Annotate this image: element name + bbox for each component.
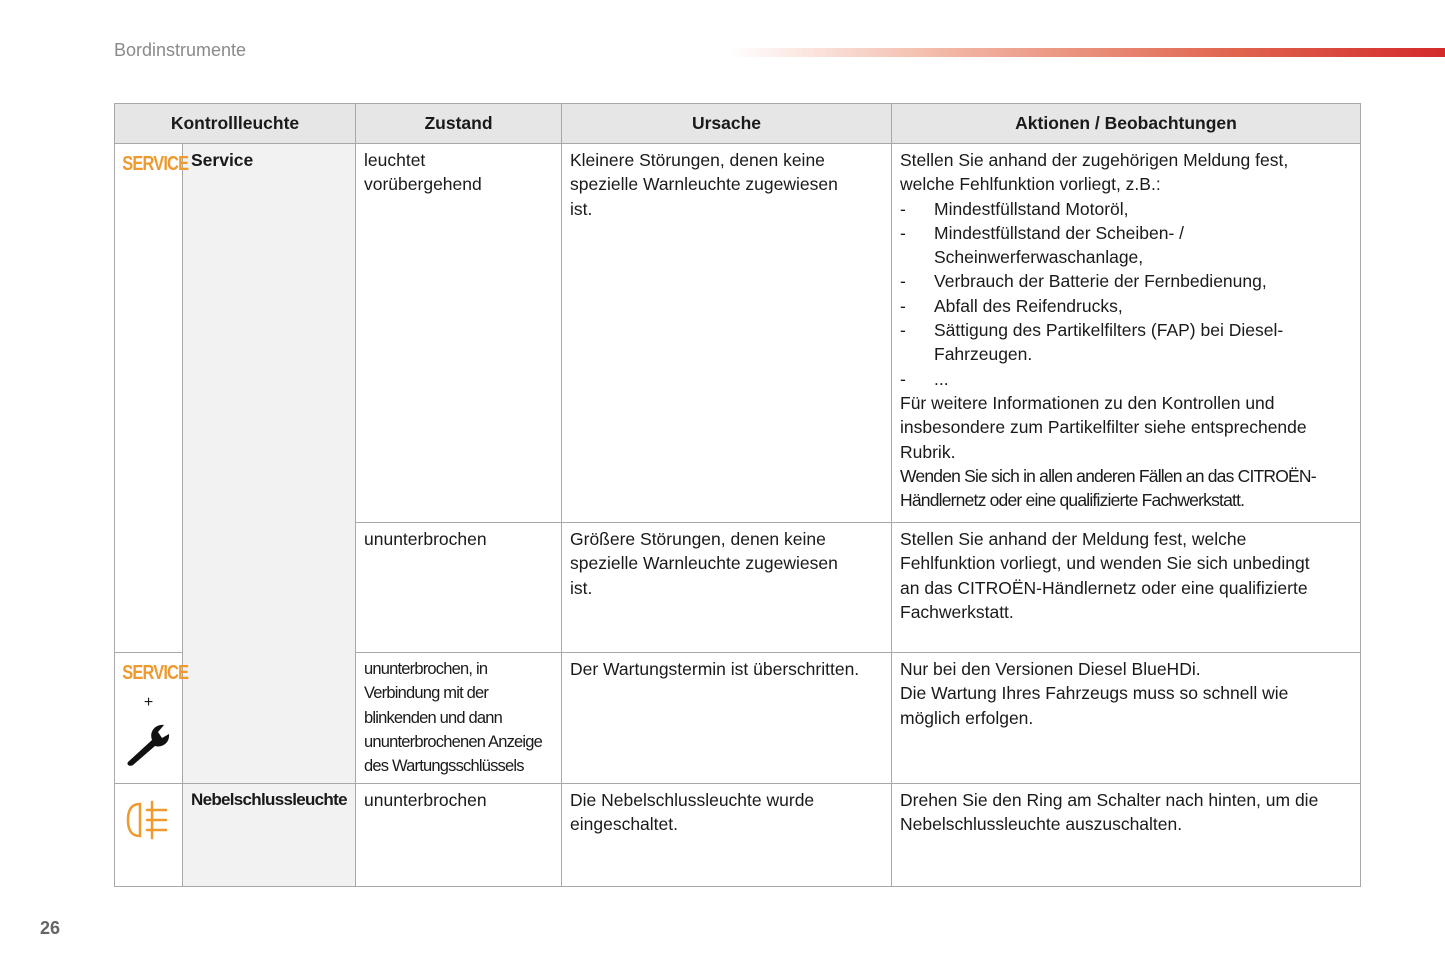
service-wrench-icon-cell <box>115 653 189 784</box>
page-number: 26 <box>40 918 61 938</box>
wrench-icon <box>122 716 176 766</box>
light-name: Service <box>183 144 356 784</box>
column-header: Ursache <box>562 104 892 144</box>
table-row <box>115 144 1361 523</box>
column-header: Aktionen / Beobachtungen <box>892 104 1361 144</box>
warning-lights-table <box>114 103 1361 887</box>
fog-light-icon-cell <box>115 784 183 887</box>
list-item: - Abfall des Reifendrucks, <box>900 294 1352 318</box>
state-cell: ununterbrochen, in Verbindung mit der blinkenden und dann ununterbrochenen Anzeige des Wartungsschlüssels <box>356 653 562 784</box>
header-accent-bar <box>730 48 1445 57</box>
list-item-text: Mindestfüllstand der Scheiben- / Scheinwerferwaschanlage, <box>934 222 1184 268</box>
cause-cell: Die Nebelschlussleuchte wurde eingeschaltet. <box>562 784 892 887</box>
list-item-text: Sättigung des Partikelfilters (FAP) bei Diesel- Fahrzeugen. <box>934 320 1284 365</box>
list-item: - Mindestfüllstand Motoröl, <box>900 197 1352 221</box>
list-item-text: Abfall des Reifendrucks, <box>934 295 1123 316</box>
section-title: Bordinstrumente <box>114 40 247 60</box>
list-item: - Mindestfüllstand der Scheiben- / Scheinwerferwaschanlage, <box>900 221 1352 270</box>
action-cell: Nur bei den Versionen Diesel BlueHDi. Die Wartung Ihres Fahrzeugs muss so schnell wie möglich erfolgen. <box>892 653 1361 784</box>
list-item-text: Verbrauch der Batterie der Fernbedienung, <box>934 271 1267 292</box>
action-cell <box>892 144 1361 523</box>
cause-cell: Größere Störungen, denen keine spezielle Warnleuchte zugewiesen ist. <box>562 523 892 653</box>
state-cell: leuchtet vorübergehend <box>356 144 562 523</box>
table-header-row <box>115 104 1361 144</box>
service-warning-icon: SERVICE <box>122 662 189 684</box>
action-more: Für weitere Informationen zu den Kontrollen und insbesondere zum Partikelfilter siehe entsprechende Rubrik. <box>900 392 1307 462</box>
list-item: - Sättigung des Partikelfilters (FAP) bei Diesel- Fahrzeugen. <box>900 318 1352 367</box>
action-end: Wenden Sie sich in allen anderen Fällen an das CITROËN- Händlernetz oder eine qualifizierte Fachwerkstatt. <box>900 465 1316 511</box>
plus-sign: + <box>143 694 154 712</box>
action-intro: Stellen Sie anhand der zugehörigen Meldung fest, welche Fehlfunktion vorliegt, z.B.: <box>900 150 1289 195</box>
service-icon-cell <box>115 144 189 653</box>
cause-cell: Der Wartungstermin ist überschritten. <box>562 653 892 784</box>
column-header: Zustand <box>356 104 562 144</box>
table-row <box>115 784 1361 887</box>
column-header: Kontrollleuchte <box>115 104 356 144</box>
light-name: Nebelschlussleuchte <box>183 784 356 887</box>
list-item: - Verbrauch der Batterie der Fernbedienung, <box>900 269 1352 293</box>
service-warning-icon: SERVICE <box>122 153 189 175</box>
list-item-text: ... <box>934 368 949 389</box>
list-item: - ... <box>900 367 1352 391</box>
list-item-text: Mindestfüllstand Motoröl, <box>934 198 1129 219</box>
rear-fog-light-icon <box>126 800 172 840</box>
cause-cell: Kleinere Störungen, denen keine spezielle Warnleuchte zugewiesen ist. <box>562 144 892 523</box>
state-cell: ununterbrochen <box>356 784 562 887</box>
action-cell: Drehen Sie den Ring am Schalter nach hinten, um die Nebelschlussleuchte auszuschalten. <box>892 784 1361 887</box>
action-cell: Stellen Sie anhand der Meldung fest, welche Fehlfunktion vorliegt, und wenden Sie sich unbedingt an das CITROËN-Händlernetz oder eine qualifizierte Fachwerkstatt. <box>892 523 1361 653</box>
state-cell: ununterbrochen <box>356 523 562 653</box>
